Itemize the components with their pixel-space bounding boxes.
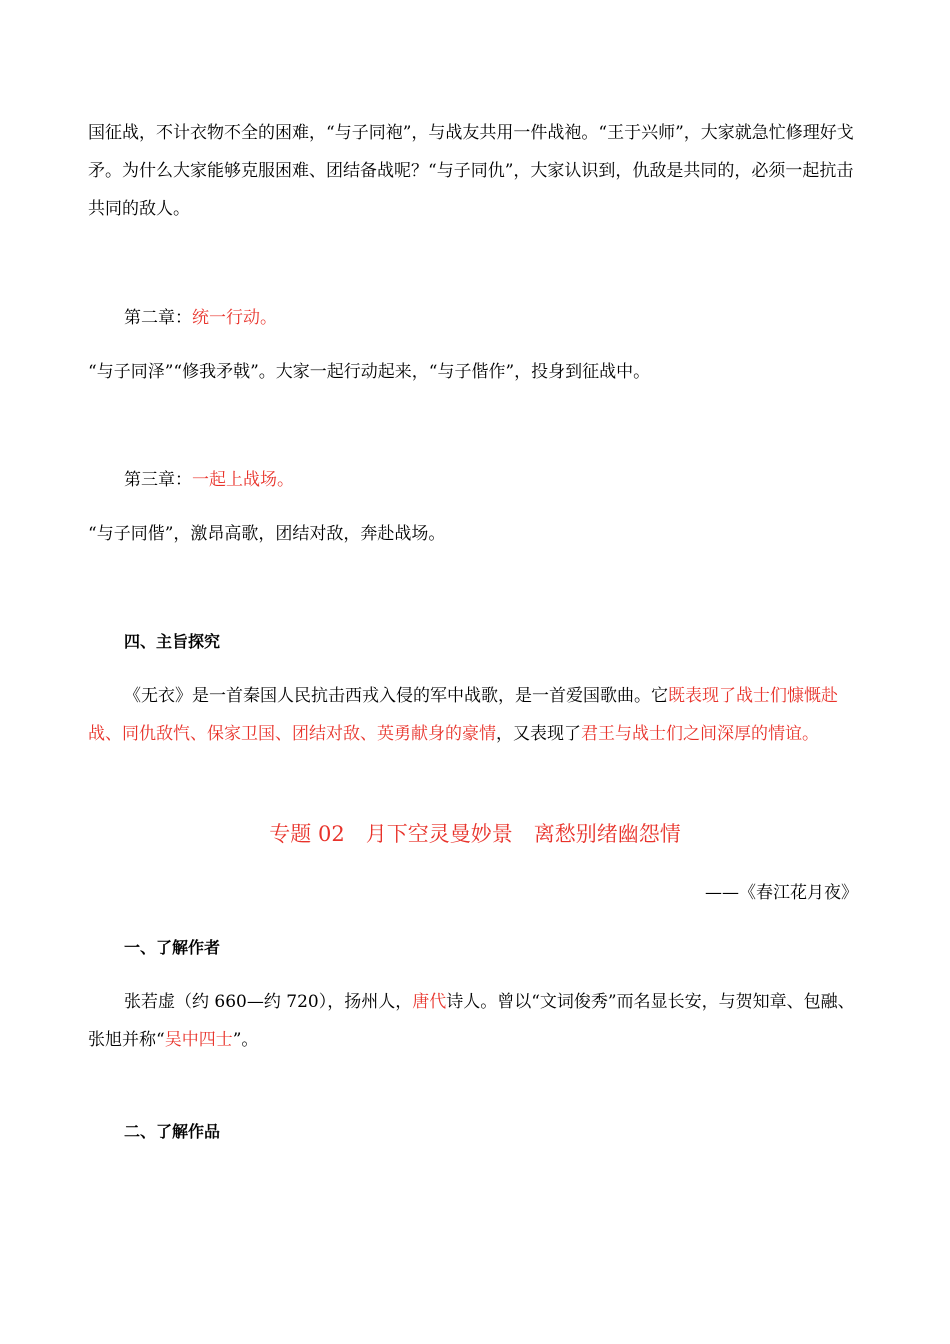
chapter-3-text: “与子同偕”，激昂高歌，团结对敌，奔赴战场。 [88, 524, 446, 544]
paragraph-continuation: 国征战，不计衣物不全的困难，“与子同袍”，与战友共用一件战袍。“王于兴师”，大家就急忙修理好戈矛。为什么大家能够克服困难、团结备战呢？“与子同仇”，大家认识到，仇敌是共同的，必须一起抗击共同的敌人。 [88, 123, 854, 219]
section-1-highlight-2: 吴中四士 [164, 1030, 233, 1050]
section-1-text-2: 诗人。曾以“文词俊秀”而名显长安，与贺知章、包融、张旭并称“ [88, 992, 855, 1050]
section-4-paragraph [88, 677, 864, 753]
section-4-text-1: 《无衣》是一首秦国人民抗击西戎入侵的军中战歌，是一首爱国歌曲。它 [124, 686, 668, 706]
chapter-2-text: “与子同泽”“修我矛戟”。大家一起行动起来，“与子偕作”，投身到征战中。 [88, 362, 651, 382]
chapter-3-line [88, 461, 864, 499]
chapter-3-label: 第三章： [124, 470, 192, 490]
section-4-heading: 四、主旨探究 [124, 632, 221, 651]
section-4-text-2: ，又表现了 [496, 724, 581, 744]
topic-title: 专题 02 月下空灵曼妙景 离愁别绪幽怨情 [269, 822, 681, 846]
chapter-2-summary: 统一行动。 [192, 308, 277, 328]
section-1-text-3: ”。 [232, 1030, 259, 1050]
section-1-paragraph [88, 983, 864, 1059]
chapter-2-label: 第二章： [124, 308, 192, 328]
chapter-2-line [88, 299, 864, 337]
section-1-heading: 一、了解作者 [124, 938, 221, 957]
section-4-highlight-2: 君王与战士们之间深厚的情谊。 [581, 724, 819, 744]
section-1-text-1: 张若虚（约 660—约 720），扬州人， [124, 992, 413, 1012]
section-4-highlight-1: 既表现了战士们慷慨赴战、同仇敌忾、保家卫国、团结对敌、英勇献身的豪情 [88, 686, 838, 744]
chapter-3-summary: 一起上战场。 [192, 470, 294, 490]
section-1-highlight-1: 唐代 [412, 992, 447, 1012]
section-2-heading: 二、了解作品 [124, 1122, 221, 1141]
topic-subtitle: ——《春江花月夜》 [705, 883, 858, 903]
